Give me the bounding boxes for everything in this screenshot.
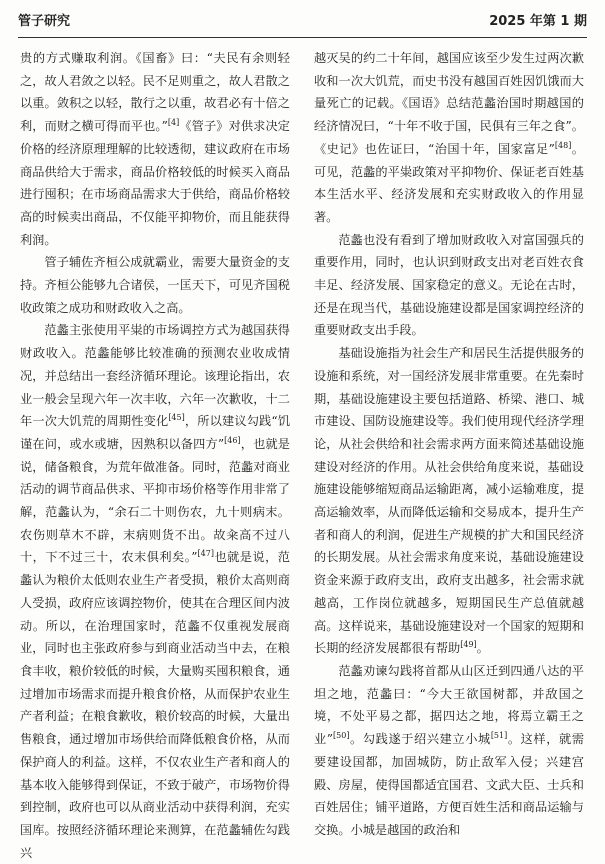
running-header	[18, 8, 587, 30]
citation-ref[interactable]: [49]	[460, 640, 477, 650]
citation-ref[interactable]: [50]	[333, 731, 350, 741]
citation-ref[interactable]: [4]	[167, 118, 180, 128]
paragraph: 范蠡也没有看到了增加财政收入对富国强兵的重要作用，同时，也认识到财政支出对老百姓衣食丰足、经济发展、国家稳定的意义。无论在古时，还是在现当代，基础设施建设都是国家调控经济的重要财政支出手段。	[314, 232, 584, 338]
paragraph: 越灭吴的约二十年间，越国应该至少发生过两次歉收和一次大饥荒，而史书没有越国百姓因饥饿而大量死亡的记载。《国语》总结范蠡治国时期越国的经济情况曰，“十年不收于国，民俱有三年之食”。《史记》也佐证曰，“治国十年，国家富足”[48]。可见，范蠡的平粜政策对平抑物价、保证老百姓基本生活水平、经济发展和充实财政收入的作用显著。	[314, 51, 584, 224]
paragraph: 基础设施指为社会生产和居民生活提供服务的设施和系统，对一国经济发展非常重要。在先秦时期，基础设施建设主要包括道路、桥梁、港口、城市建设、国防设施建设等。我们使用现代经济学理论，从社会供给和社会需求两方面来简述基础设施建设对经济的作用。从社会供给角度来说，基础设施建设能够缩短商品运输距离，减小运输难度，提高运输效率，从而降低运输和交易成本，提升生产者和商人的利润，促进生产规模的扩大和国民经济的长期发展。从社会需求角度来说，基础设施建设资金来源于政府支出，政府支出越多，社会需求就越高，工作岗位就越多，短期国民生产总值就越高。这样说来，基础设施建设对一个国家的短期和长期的经济发展都很有帮助[49]。	[314, 346, 584, 656]
paragraph: 范蠡主张使用平粜的市场调控方式为越国获得财政收入。范蠡能够比较准确的预测农业收成情况，并总结出一套经济循环理论。该理论指出，农业一般会呈现六年一次丰收，六年一次歉收，十二年一次大饥荒的周期性变化[45]，所以建议勾践“饥谨在问，或水或塘，因熟积以备四方”[46]，也就是说，储备粮食，为荒年做准备。同时，范蠡对商业活动的调节商品供求、平抑市场价格等作用非常了解，范蠡认为，“余石二十则伤农，九十则病末。农伤则草木不辟，末病则货不出。故籴高不过八十，下不过三十，农末俱利矣。”[47]也就是说，范蠡认为粮价太低则农业生产者受损，粮价太高则商人受损，政府应该调控物价，使其在合理区间内波动。所以，在治理国家时，范蠡不仅重视发展商业，同时也主张政府参与到商业活动当中去，在粮食丰收，粮价较低的时候，大量购买囤积粮食，通过增加市场需求而提升粮食价格，从而保护农业生产者利益；在粮食歉收，粮价较高的时候，大量出售粮食，通过增加市场供给而降低粮食价格，从而保护商人的利益。这样，不仅农业生产者和商人的基本收入能够得到保证，不致于破产，市场物价得到控制，政府也可以从商业活动中获得利润，充实国库。按照经济循环理论来测算，在范蠡辅佐勾践兴	[20, 323, 291, 860]
citation-ref[interactable]: [48]	[554, 140, 572, 150]
citation-ref[interactable]: [45]	[168, 413, 185, 423]
citation-ref[interactable]: [47]	[197, 549, 214, 559]
paragraph: 贵的方式赚取利润。《国畜》曰：“夫民有余则轻之，故人君敛之以轻。民不足则重之，故人君散之以重。敛积之以轻，散行之以重，故君必有十倍之利，而财之横可得而平也。”[4]《管子》对供求决定价格的经济原理理解的比较透彻，建议政府在市场商品供给大于需求，商品价格较低的时候买入商品进行囤积；在市场商品需求大于供给，商品价格较高的时候卖出商品，不仅能平抑物价，而且能获得利润。	[20, 51, 290, 247]
right-column	[314, 47, 584, 842]
issue-label: 2025 年第 1 期	[489, 13, 587, 29]
left-column	[20, 47, 290, 864]
citation-ref[interactable]: [46]	[224, 435, 241, 445]
paragraph: 管子辅佐齐桓公成就霸业，需要大量资金的支持。齐桓公能够九合诸侯，一匡天下，可见齐国税收政策之成功和财政收入之高。	[20, 255, 290, 315]
header-divider	[18, 37, 587, 38]
citation-ref[interactable]: [51]	[490, 731, 508, 741]
journal-title: 管子研究	[18, 13, 71, 29]
paragraph: 范蠡劝谏勾践将首都从山区迁到四通八达的平坦之地，范蠡曰：“今大王欲国树都，并敌国之境，不处平易之都，据四达之地，将焉立霸王之业”[50]。勾践遂于绍兴建立小城[51]。这样，就需要建设国都，加固城防，防止敌军入侵；兴建宫殿、房屋，使得国都适宜国君、文武大臣、士兵和百姓居住；铺平道路，方便百姓生活和商品运输与交换。小城是越国的政治和	[314, 663, 585, 837]
